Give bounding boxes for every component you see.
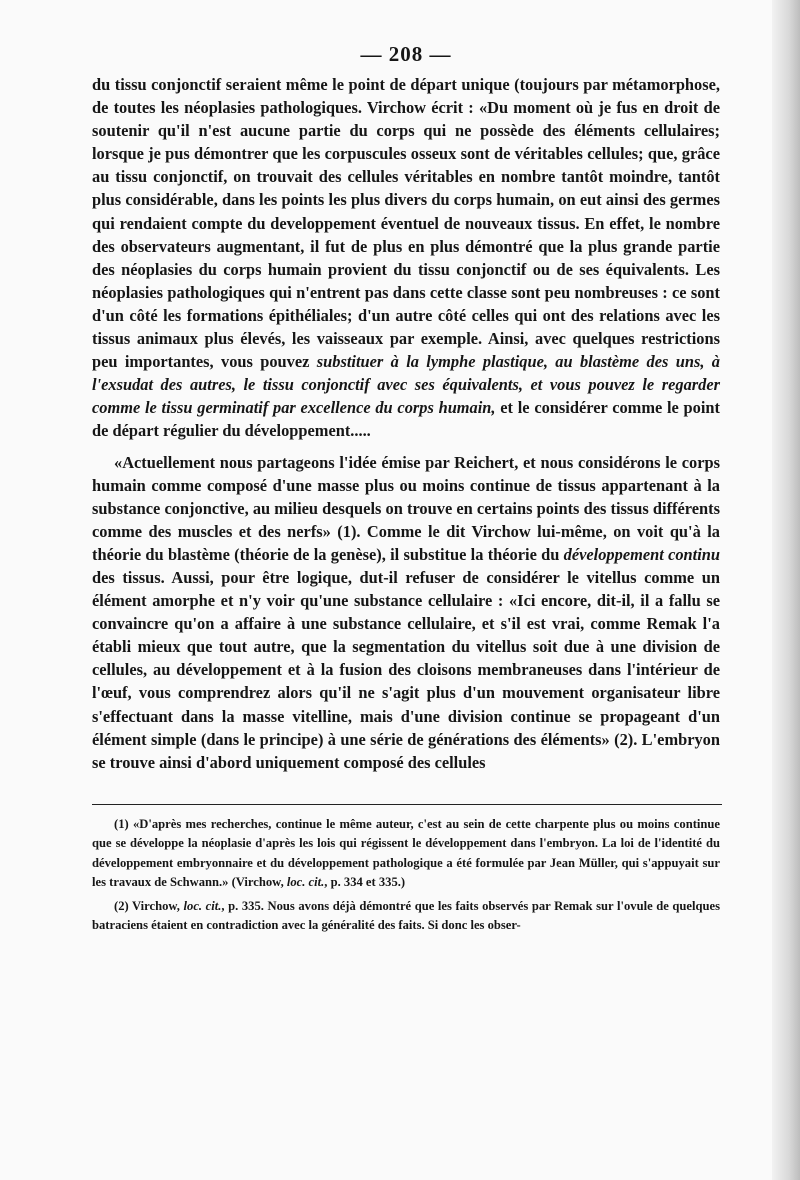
footnote-rule [92, 804, 722, 805]
text-segment: du tissu conjonctif seraient même le point de départ unique (toujours par métamorphose, de toutes les néoplasies pathologiques. Virchow écrit : «Du moment où je fus en droit de soutenir qu'il n'est aucune partie du corps qui ne possède des éléments cellulaires; lorsque je pus démontrer que les corpuscules osseux sont de véritables cellules; que, grâce au tissu conjonctif, on trouvait des cellules véritables en nombre tantôt moindre, tantôt plus considérable, dans les points les plus divers du corps humain, on eut ainsi des germes qui rendaient compte du developpement éventuel de nouveaux tissus. En effet, le nombre des observateurs augmentant, il fut de plus en plus démontré que la plus grande partie des néoplasies du corps humain provient du tissu conjonctif ou de ses équivalents. Les néoplasies pathologiques qui n'entrent pas dans cette classe sont peu nombreuses : ce sont d'un côté les formations épithéliales; d'un autre côté celles qui ont des relations avec les tissus animaux plus élevés, les vaisseaux par exemple. Ainsi, avec quelques restrictions peu importantes, vous pouvez [92, 75, 720, 372]
italic-segment: loc. cit. [286, 875, 325, 890]
footnote-1 [92, 815, 720, 893]
italic-segment: substituer à la lymphe plastique, au blastème des uns, à l'exsudat des autres, le tissu conjonctif avec ses équivalents, et vous pouvez le regarder comme le tissu germinatif par excellence du corps humain, [92, 352, 720, 418]
italic-segment: loc. cit. [183, 898, 222, 913]
italic-segment: développement continu [563, 544, 720, 564]
text-segment: , p. 334 et 335.) [324, 875, 406, 890]
paragraph-2 [92, 451, 720, 774]
paragraph-1 [92, 73, 720, 443]
text-segment: (2) Virchow, [114, 898, 184, 913]
page-edge-shadow [772, 0, 800, 1180]
page-number: — 208 — [360, 42, 452, 66]
text-segment: des tissus. Aussi, pour être logique, dut-il refuser de considérer le vitellus comme un élément amorphe et n'y voir qu'une substance cellulaire : «Ici encore, dit-il, il a fallu se convaincre qu'on a affaire à une substance cellulaire, et s'il est vrai, comme Remak l'a établi mieux que tout autre, que la segmentation du vitellus soit due à une division de cellules, au développement et à la fusion des cloisons membraneuses dans l'intérieur de l'œuf, vous comprendrez alors qu'il ne s'agit plus d'un mouvement organisateur libre s'effectuant dans la masse vitelline, mais d'une division continue se propageant d'un élément simple (dans le principe) à une série de générations des éléments» (2). L'embryon se trouve ainsi d'abord uniquement composé des cellules [92, 567, 720, 772]
page-content [92, 42, 720, 940]
text-segment: «Actuellement nous partageons l'idée émise par Reichert, et nous considérons le corps humain comme composé d'une masse plus ou moins continue de tissus appartenant à la substance conjonctive, au milieu desquels on trouve en certains points des tissus différents comme des muscles et des nerfs» (1). Comme le dit Virchow lui-même, on voit qu'à la théorie du blastème (théorie de la genèse), il substitue la théorie du [92, 452, 720, 564]
text-segment: , p. 335. Nous avons déjà démontré que les faits observés par Remak sur l'ovule de quelques batraciens étaient en contradiction avec la généralité des faits. Si donc les obser- [92, 898, 721, 933]
footnote-2 [92, 897, 720, 936]
text-segment: et le considérer comme le point de départ régulier du développement..... [92, 398, 720, 441]
text-segment: (1) «D'après mes recherches, continue le même auteur, c'est au sein de cette charpente plus ou moins continue que se développe la néoplasie d'après les lois qui régissent le développement dans l'embryon. La loi de l'identité du développement embryonnaire et du développement pathologique a été formulée par Jean Müller, qui s'appuyait sur les travaux de Schwann.» (Virchow, [92, 816, 720, 890]
